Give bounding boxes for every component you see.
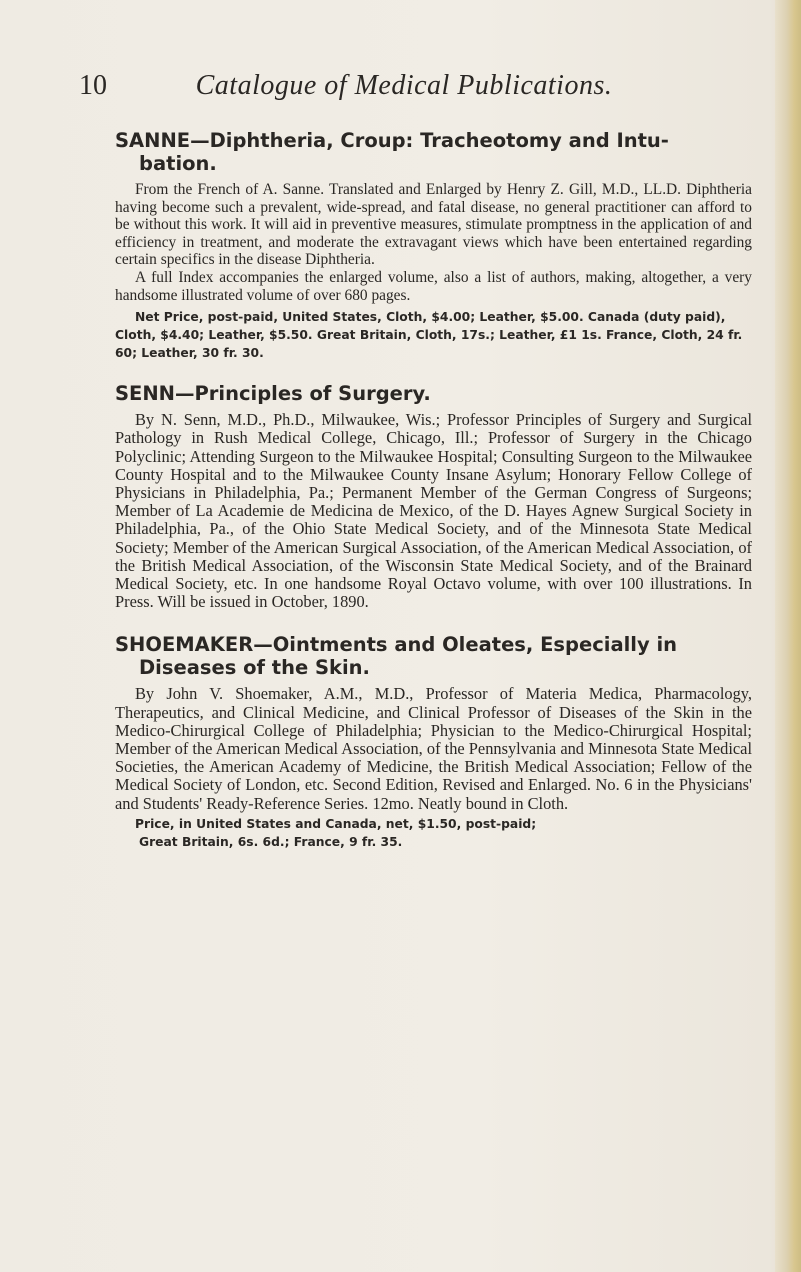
entry-price: [115, 815, 752, 851]
entry-heading: [115, 129, 752, 175]
entry-price-line: Great Britain, 6s. 6d.; France, 9 fr. 35.: [139, 834, 403, 849]
entry-heading-lead: SENN—Principles of Surgery.: [115, 382, 431, 406]
entry-heading-lead: SHOEMAKER—Ointments and Oleates, Especially in: [115, 633, 678, 657]
entry-description: By John V. Shoemaker, A.M., M.D., Professor of Materia Medica, Pharmacology, Therapeutics, and Clinical Medicine, and Clinical Professor of Diseases of the Skin in the Medico-Chirurgical College of Philadelphia; Physician to the Medico-Chirurgical Hospital; Member of the American Medical Association, of the Pennsylvania and Minnesota State Medical Societies, the American Academy of Medicine, the British Medical Association; Fellow of the Medical Society of London, etc. Second Edition, Revised and Enlarged. No. 6 in the Physicians' and Students' Ready-Reference Series. 12mo. Neatly bound in Cloth.: [115, 684, 752, 813]
entry-senn: [115, 382, 752, 611]
entry-shoemaker: [115, 633, 752, 850]
entry-heading: [115, 633, 752, 679]
entry-heading-lead: SANNE—Diphtheria, Croup: Tracheotomy and Intu-: [115, 129, 669, 152]
entry-sanne: [115, 129, 752, 362]
page-number: 10: [79, 70, 107, 101]
page-edge-discoloration: [775, 0, 801, 1272]
entry-price: Net Price, post-paid, United States, Cloth, $4.00; Leather, $5.00. Canada (duty paid), Cloth, $4.40; Leather, $5.50. Great Britain, Cloth, 17s.; Leather, £1 1s. France, Cloth, 24 fr. 60; Leather, 30 fr. 30.: [115, 310, 743, 361]
running-title: Catalogue of Medical Publications.: [195, 70, 613, 101]
entry-heading-continuation: Diseases of the Skin.: [139, 656, 370, 680]
entry-description: A full Index accompanies the enlarged volume, also a list of authors, making, altogether, a very handsome illustrated volume of over 680 pages.: [115, 268, 752, 304]
entry-heading-continuation: bation.: [139, 152, 217, 175]
entry-price-line: Price, in United States and Canada, net, $1.50, post-paid;: [135, 816, 537, 831]
running-header: [79, 69, 729, 105]
entry-description: By N. Senn, M.D., Ph.D., Milwaukee, Wis.; Professor Principles of Surgery and Surgical Pathology in Rush Medical College, Chicago, Ill.; Professor of Surgery in the Chicago Polyclinic; Attending Surgeon to the Milwaukee Hospital; Consulting Surgeon to the Milwaukee County Hospital and to the Milwaukee County Insane Asylum; Honorary Fellow College of Physicians in Philadelphia, Pa.; Permanent Member of the German Congress of Surgeons; Member of La Academie de Medicina de Mexico, of the D. Hayes Agnew Surgical Society in Philadelphia, Pa., of the Ohio State Medical Society, and of the Minnesota State Medical Society; Member of the American Surgical Association, of the American Medical Association, of the British Medical Association, of the Wisconsin State Medical Society, and of the Brainard Medical Society, etc. In one handsome Royal Octavo volume, with over 100 illustrations. In Press. Will be issued in October, 1890.: [115, 410, 752, 612]
catalogue-entries: [115, 129, 752, 851]
entry-heading: [115, 382, 752, 405]
entry-description: From the French of A. Sanne. Translated and Enlarged by Henry Z. Gill, M.D., LL.D. Diphtheria having become such a prevalent, wide-spread, and fatal disease, no general practitioner can afford to be without this work. It will aid in preventive measures, stimulate promptness in the application of and efficiency in treatment, and moderate the extravagant views which have been entertained regarding certain specifics in the disease Diphtheria.: [115, 181, 752, 269]
